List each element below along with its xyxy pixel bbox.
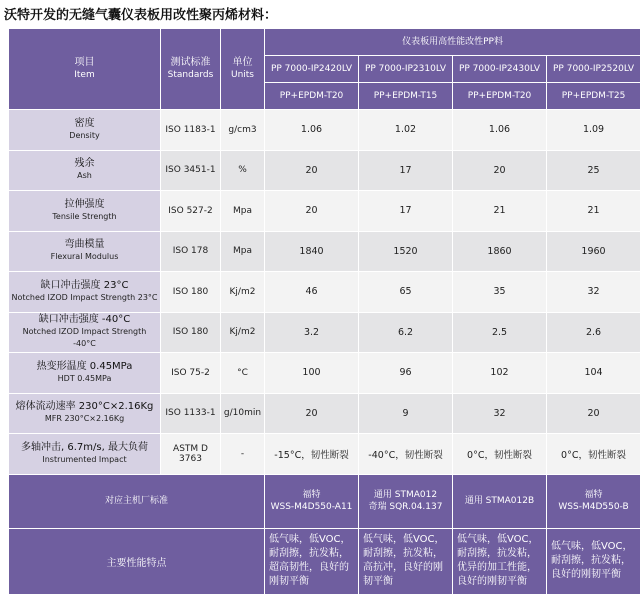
unit-cell: Mpa bbox=[221, 231, 265, 272]
property-name-en: Instrumented Impact bbox=[42, 454, 127, 464]
header-product-composition: PP+EPDM-T25 bbox=[547, 83, 641, 110]
value-cell: 32 bbox=[547, 272, 641, 313]
features-cell: 低气味，低VOC，耐刮擦，抗发粘，良好的刚韧平衡 bbox=[547, 528, 641, 594]
property-name-zh: 弯曲模量 bbox=[64, 239, 105, 251]
value-cell: 20 bbox=[265, 150, 359, 191]
standard-cell: ISO 1133-1 bbox=[161, 393, 221, 434]
header-product-composition: PP+EPDM-T20 bbox=[265, 83, 359, 110]
header-product-code: PP 7000-IP2310LV bbox=[359, 56, 453, 83]
property-row bbox=[9, 393, 641, 434]
property-label bbox=[9, 353, 161, 394]
header-product-code: PP 7000-IP2520LV bbox=[547, 56, 641, 83]
property-name-en: Flexural Modulus bbox=[50, 252, 119, 262]
value-cell: 20 bbox=[265, 393, 359, 434]
unit-cell: g/10min bbox=[221, 393, 265, 434]
value-cell: 25 bbox=[547, 150, 641, 191]
unit-cell: °C bbox=[221, 353, 265, 394]
property-label bbox=[9, 434, 161, 475]
unit-cell: g/cm3 bbox=[221, 110, 265, 151]
property-name-zh: 残余 bbox=[74, 158, 95, 170]
header-product-code: PP 7000-IP2430LV bbox=[453, 56, 547, 83]
value-cell: 9 bbox=[359, 393, 453, 434]
material-spec-table bbox=[8, 28, 641, 595]
property-name-zh: 熔体流动速率 230°C×2.16Kg bbox=[15, 401, 154, 413]
page-title: 沃特开发的无缝气囊仪表板用改性聚丙烯材料： bbox=[4, 8, 278, 23]
value-cell: -40°C，韧性断裂 bbox=[359, 434, 453, 475]
value-cell: 6.2 bbox=[359, 312, 453, 353]
property-name-zh: 多轴冲击, 6.7m/s, 最大负荷 bbox=[21, 441, 148, 453]
value-cell: 100 bbox=[265, 353, 359, 394]
value-cell: 1960 bbox=[547, 231, 641, 272]
property-name-zh: 拉伸强度 bbox=[64, 198, 105, 210]
features-cell: 低气味，低VOC，耐刮擦，抗发粘，超高韧性，良好的刚韧平衡 bbox=[265, 528, 359, 594]
value-cell: 1840 bbox=[265, 231, 359, 272]
value-cell: 17 bbox=[359, 150, 453, 191]
property-row bbox=[9, 231, 641, 272]
standard-cell: ISO 1183-1 bbox=[161, 110, 221, 151]
unit-cell: Kj/m2 bbox=[221, 272, 265, 313]
oem-standard-cell: 通用 STMA012 奇瑞 SQR.04.137 bbox=[359, 474, 453, 528]
standard-cell: ASTM D 3763 bbox=[161, 434, 221, 475]
property-row bbox=[9, 191, 641, 232]
value-cell: 1.02 bbox=[359, 110, 453, 151]
property-label bbox=[9, 231, 161, 272]
header-units: 单位 Units bbox=[221, 29, 265, 110]
features-label: 主要性能特点 bbox=[9, 528, 265, 594]
standard-cell: ISO 180 bbox=[161, 312, 221, 353]
value-cell: 21 bbox=[547, 191, 641, 232]
value-cell: 1520 bbox=[359, 231, 453, 272]
value-cell: 46 bbox=[265, 272, 359, 313]
property-label bbox=[9, 312, 161, 353]
unit-cell: Kj/m2 bbox=[221, 312, 265, 353]
value-cell: 2.5 bbox=[453, 312, 547, 353]
property-name-en: Tensile Strength bbox=[52, 211, 117, 221]
value-cell: 1860 bbox=[453, 231, 547, 272]
standard-cell: ISO 75-2 bbox=[161, 353, 221, 394]
value-cell: 35 bbox=[453, 272, 547, 313]
property-row bbox=[9, 353, 641, 394]
property-label bbox=[9, 191, 161, 232]
property-label bbox=[9, 110, 161, 151]
value-cell: 17 bbox=[359, 191, 453, 232]
value-cell: 0°C，韧性断裂 bbox=[547, 434, 641, 475]
property-label bbox=[9, 393, 161, 434]
property-row bbox=[9, 312, 641, 353]
property-label bbox=[9, 150, 161, 191]
value-cell: 20 bbox=[453, 150, 547, 191]
header-product-code: PP 7000-IP2420LV bbox=[265, 56, 359, 83]
value-cell: 1.06 bbox=[265, 110, 359, 151]
header-product-composition: PP+EPDM-T15 bbox=[359, 83, 453, 110]
header-product-group: 仪表板用高性能改性PP料 bbox=[265, 29, 641, 56]
standard-cell: ISO 180 bbox=[161, 272, 221, 313]
value-cell: 2.6 bbox=[547, 312, 641, 353]
oem-standard-cell: 福特 WSS-M4D550-B bbox=[547, 474, 641, 528]
standard-cell: ISO 178 bbox=[161, 231, 221, 272]
property-name-en: HDT 0.45MPa bbox=[57, 373, 112, 383]
oem-standard-cell: 福特 WSS-M4D550-A11 bbox=[265, 474, 359, 528]
header-item: 项目 Item bbox=[9, 29, 161, 110]
value-cell: 96 bbox=[359, 353, 453, 394]
value-cell: -15°C，韧性断裂 bbox=[265, 434, 359, 475]
value-cell: 32 bbox=[453, 393, 547, 434]
property-name-zh: 缺口冲击强度 23°C bbox=[40, 279, 129, 291]
oem-standard-cell: 通用 STMA012B bbox=[453, 474, 547, 528]
property-row bbox=[9, 272, 641, 313]
value-cell: 0°C，韧性断裂 bbox=[453, 434, 547, 475]
value-cell: 20 bbox=[547, 393, 641, 434]
header-standards: 测试标准 Standards bbox=[161, 29, 221, 110]
property-label bbox=[9, 272, 161, 313]
value-cell: 21 bbox=[453, 191, 547, 232]
unit-cell: Mpa bbox=[221, 191, 265, 232]
property-row bbox=[9, 150, 641, 191]
unit-cell: % bbox=[221, 150, 265, 191]
value-cell: 1.06 bbox=[453, 110, 547, 151]
value-cell: 65 bbox=[359, 272, 453, 313]
features-cell: 低气味，低VOC，耐刮擦，抗发粘，优异的加工性能，良好的刚韧平衡 bbox=[453, 528, 547, 594]
property-name-zh: 缺口冲击强度 -40°C bbox=[38, 314, 131, 326]
oem-standard-label: 对应主机厂标准 bbox=[9, 474, 265, 528]
features-cell: 低气味，低VOC，耐刮擦，抗发粘，高抗冲，良好的刚韧平衡 bbox=[359, 528, 453, 594]
header-product-composition: PP+EPDM-T20 bbox=[453, 83, 547, 110]
unit-cell: - bbox=[221, 434, 265, 475]
property-name-zh: 密度 bbox=[74, 117, 95, 129]
value-cell: 104 bbox=[547, 353, 641, 394]
property-row bbox=[9, 110, 641, 151]
property-name-en: Density bbox=[69, 130, 100, 140]
property-name-en: Notched IZOD Impact Strength 23°C bbox=[11, 292, 158, 302]
property-row bbox=[9, 434, 641, 475]
value-cell: 102 bbox=[453, 353, 547, 394]
standard-cell: ISO 527-2 bbox=[161, 191, 221, 232]
value-cell: 20 bbox=[265, 191, 359, 232]
value-cell: 1.09 bbox=[547, 110, 641, 151]
standard-cell: ISO 3451-1 bbox=[161, 150, 221, 191]
property-name-en: Notched IZOD Impact Strength -40°C bbox=[22, 327, 147, 349]
value-cell: 3.2 bbox=[265, 312, 359, 353]
property-name-zh: 热变形温度 0.45MPa bbox=[36, 360, 133, 372]
property-name-en: MFR 230°C×2.16Kg bbox=[44, 414, 125, 424]
property-name-en: Ash bbox=[77, 171, 92, 181]
